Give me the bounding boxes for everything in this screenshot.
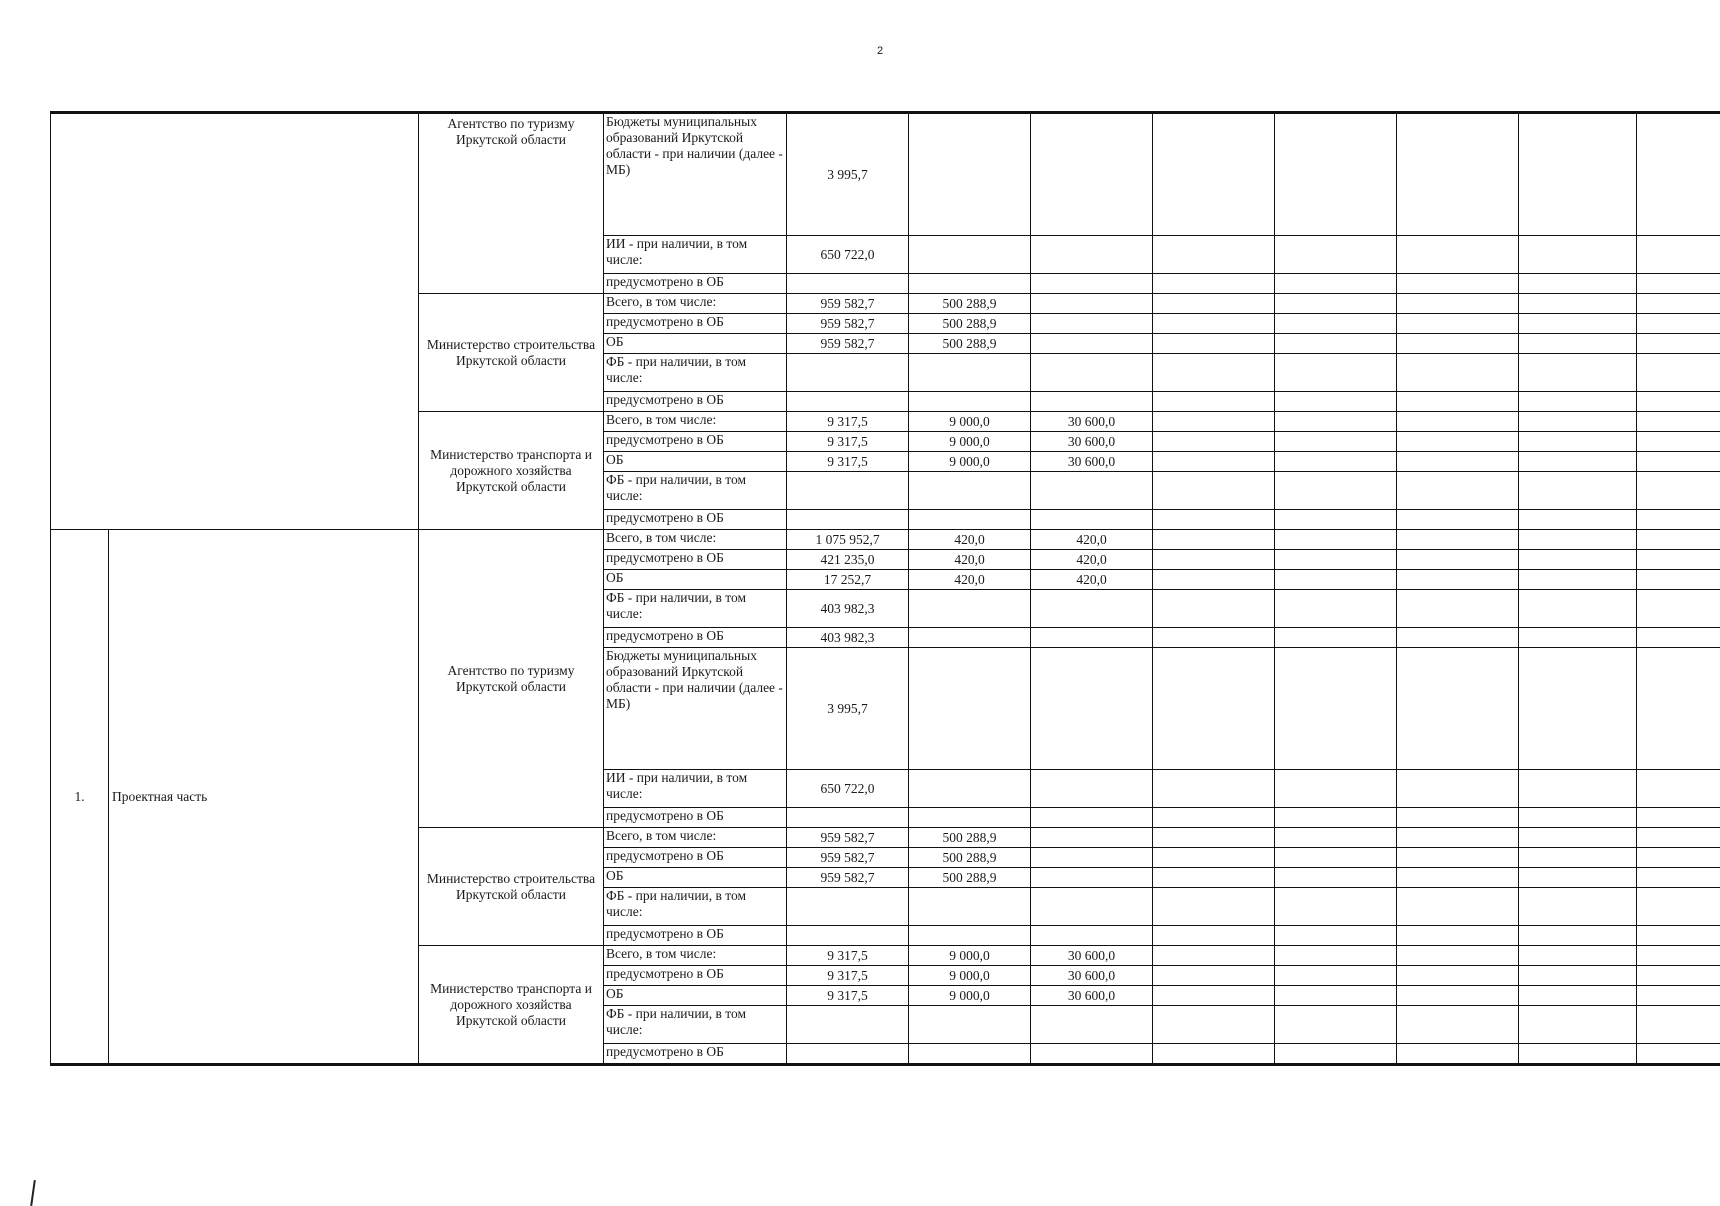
value-cell	[1397, 294, 1519, 314]
value-cell	[909, 1006, 1031, 1044]
value-cell	[1153, 770, 1275, 808]
value-cell	[1519, 888, 1637, 926]
value-cell	[1637, 966, 1720, 986]
funding-source-cell: предусмотрено в ОБ	[604, 848, 787, 868]
funding-source-cell: ФБ - при наличии, в том числе:	[604, 888, 787, 926]
funding-source-cell: предусмотрено в ОБ	[604, 628, 787, 648]
value-cell	[1153, 334, 1275, 354]
value-cell	[1519, 510, 1637, 530]
value-cell	[1637, 926, 1720, 946]
value-cell	[1397, 530, 1519, 550]
value-cell	[909, 808, 1031, 828]
value-cell	[787, 808, 909, 828]
value-cell: 403 982,3	[787, 628, 909, 648]
value-cell	[1153, 590, 1275, 628]
value-cell	[1519, 294, 1637, 314]
value-cell	[787, 1006, 909, 1044]
value-cell	[1397, 1006, 1519, 1044]
value-cell	[1397, 888, 1519, 926]
value-cell	[1637, 648, 1720, 770]
value-cell	[1153, 868, 1275, 888]
value-cell	[1153, 946, 1275, 966]
value-cell	[1637, 530, 1720, 550]
value-cell	[1519, 530, 1637, 550]
value-cell	[1519, 274, 1637, 294]
funding-source-cell: предусмотрено в ОБ	[604, 314, 787, 334]
value-cell	[1153, 628, 1275, 648]
value-cell	[1519, 314, 1637, 334]
value-cell	[1031, 888, 1153, 926]
table-row	[51, 530, 1720, 550]
value-cell	[1275, 946, 1397, 966]
funding-source-cell: ОБ	[604, 868, 787, 888]
value-cell: 9 000,0	[909, 986, 1031, 1006]
value-cell	[1275, 294, 1397, 314]
value-cell	[1637, 828, 1720, 848]
value-cell	[909, 236, 1031, 274]
value-cell	[1275, 868, 1397, 888]
value-cell	[1153, 314, 1275, 334]
funding-source-cell: ОБ	[604, 570, 787, 590]
value-cell: 959 582,7	[787, 294, 909, 314]
value-cell	[1519, 648, 1637, 770]
funding-source-cell: Всего, в том числе:	[604, 946, 787, 966]
value-cell	[1397, 946, 1519, 966]
value-cell	[1275, 570, 1397, 590]
value-cell: 420,0	[909, 530, 1031, 550]
value-cell	[1153, 294, 1275, 314]
value-cell	[1397, 1044, 1519, 1065]
value-cell: 500 288,9	[909, 848, 1031, 868]
value-cell	[1153, 828, 1275, 848]
funding-source-cell: предусмотрено в ОБ	[604, 926, 787, 946]
value-cell	[1153, 510, 1275, 530]
value-cell	[1637, 946, 1720, 966]
value-cell	[1519, 550, 1637, 570]
agency-cell: Министерство строительства Иркутской области	[419, 294, 604, 412]
value-cell	[1637, 590, 1720, 628]
funding-source-cell: предусмотрено в ОБ	[604, 1044, 787, 1065]
value-cell	[909, 648, 1031, 770]
value-cell: 9 000,0	[909, 412, 1031, 432]
value-cell	[1275, 986, 1397, 1006]
value-cell	[1637, 334, 1720, 354]
value-cell	[1275, 590, 1397, 628]
value-cell: 420,0	[1031, 570, 1153, 590]
value-cell: 9 317,5	[787, 946, 909, 966]
value-cell	[1519, 808, 1637, 828]
value-cell: 17 252,7	[787, 570, 909, 590]
funding-source-cell: предусмотрено в ОБ	[604, 392, 787, 412]
value-cell	[909, 888, 1031, 926]
value-cell	[1519, 966, 1637, 986]
funding-source-cell: ОБ	[604, 986, 787, 1006]
value-cell	[1637, 888, 1720, 926]
value-cell	[1519, 926, 1637, 946]
value-cell: 959 582,7	[787, 848, 909, 868]
value-cell	[1397, 550, 1519, 570]
value-cell	[1397, 628, 1519, 648]
value-cell	[909, 510, 1031, 530]
value-cell	[1637, 628, 1720, 648]
value-cell	[1275, 452, 1397, 472]
value-cell	[1275, 1006, 1397, 1044]
agency-cell: Министерство строительства Иркутской области	[419, 828, 604, 946]
value-cell	[1397, 113, 1519, 236]
value-cell	[1637, 236, 1720, 274]
value-cell	[787, 926, 909, 946]
value-cell	[1397, 432, 1519, 452]
value-cell	[1153, 472, 1275, 510]
value-cell	[1275, 828, 1397, 848]
funding-source-cell: Всего, в том числе:	[604, 294, 787, 314]
funding-source-cell: ОБ	[604, 452, 787, 472]
value-cell	[1519, 412, 1637, 432]
value-cell	[1397, 392, 1519, 412]
value-cell	[1397, 770, 1519, 808]
value-cell	[909, 590, 1031, 628]
value-cell	[909, 113, 1031, 236]
value-cell	[1519, 1006, 1637, 1044]
value-cell	[787, 510, 909, 530]
value-cell	[1031, 926, 1153, 946]
value-cell	[1637, 868, 1720, 888]
value-cell: 500 288,9	[909, 314, 1031, 334]
value-cell	[1031, 1044, 1153, 1065]
value-cell	[1637, 392, 1720, 412]
value-cell	[1397, 236, 1519, 274]
value-cell	[1397, 848, 1519, 868]
value-cell	[1153, 432, 1275, 452]
value-cell	[1397, 808, 1519, 828]
funding-source-cell: ФБ - при наличии, в том числе:	[604, 1006, 787, 1044]
value-cell	[1519, 334, 1637, 354]
value-cell	[1275, 510, 1397, 530]
value-cell	[1031, 770, 1153, 808]
value-cell	[1397, 314, 1519, 334]
value-cell: 3 995,7	[787, 648, 909, 770]
value-cell	[1637, 113, 1720, 236]
value-cell	[1637, 848, 1720, 868]
value-cell	[1637, 986, 1720, 1006]
value-cell	[1275, 274, 1397, 294]
value-cell	[1031, 354, 1153, 392]
value-cell	[1519, 236, 1637, 274]
value-cell	[1275, 113, 1397, 236]
value-cell	[1275, 314, 1397, 334]
value-cell: 959 582,7	[787, 868, 909, 888]
value-cell	[1637, 432, 1720, 452]
value-cell: 9 317,5	[787, 452, 909, 472]
value-cell	[1153, 986, 1275, 1006]
value-cell	[1637, 294, 1720, 314]
value-cell	[1031, 510, 1153, 530]
value-cell	[1275, 648, 1397, 770]
value-cell	[1275, 628, 1397, 648]
value-cell	[1519, 452, 1637, 472]
value-cell	[909, 472, 1031, 510]
value-cell	[1519, 828, 1637, 848]
value-cell	[1275, 334, 1397, 354]
value-cell	[1637, 354, 1720, 392]
value-cell	[1153, 648, 1275, 770]
value-cell	[1637, 550, 1720, 570]
value-cell: 9 000,0	[909, 432, 1031, 452]
value-cell	[787, 274, 909, 294]
value-cell	[1397, 412, 1519, 432]
value-cell	[1637, 1044, 1720, 1065]
value-cell	[1153, 808, 1275, 828]
value-cell	[1031, 628, 1153, 648]
value-cell: 30 600,0	[1031, 432, 1153, 452]
value-cell: 9 000,0	[909, 966, 1031, 986]
value-cell	[1275, 472, 1397, 510]
value-cell	[1275, 926, 1397, 946]
item-index-cell: 1.	[51, 530, 109, 1065]
table-row	[51, 113, 1720, 236]
value-cell	[787, 472, 909, 510]
margin-mark	[30, 1180, 36, 1206]
funding-source-cell: Всего, в том числе:	[604, 412, 787, 432]
value-cell	[1519, 848, 1637, 868]
value-cell: 500 288,9	[909, 868, 1031, 888]
value-cell	[1031, 392, 1153, 412]
value-cell	[909, 354, 1031, 392]
value-cell	[1275, 550, 1397, 570]
item-name-cell: Проектная часть	[109, 530, 419, 1065]
funding-source-cell: предусмотрено в ОБ	[604, 432, 787, 452]
value-cell	[1519, 570, 1637, 590]
value-cell	[1153, 412, 1275, 432]
funding-source-cell: ИИ - при наличии, в том числе:	[604, 770, 787, 808]
value-cell	[1397, 452, 1519, 472]
value-cell	[1275, 354, 1397, 392]
funding-source-cell: ФБ - при наличии, в том числе:	[604, 472, 787, 510]
value-cell: 30 600,0	[1031, 946, 1153, 966]
value-cell	[1397, 868, 1519, 888]
value-cell	[787, 888, 909, 926]
value-cell	[1397, 648, 1519, 770]
value-cell	[909, 770, 1031, 808]
value-cell: 30 600,0	[1031, 452, 1153, 472]
value-cell	[1637, 314, 1720, 334]
value-cell: 403 982,3	[787, 590, 909, 628]
value-cell	[1519, 1044, 1637, 1065]
value-cell	[1153, 1044, 1275, 1065]
value-cell	[1275, 236, 1397, 274]
value-cell	[1275, 888, 1397, 926]
value-cell	[1153, 392, 1275, 412]
value-cell	[1275, 808, 1397, 828]
value-cell: 30 600,0	[1031, 966, 1153, 986]
funding-source-cell: Бюджеты муниципальных образований Иркутской области - при наличии (далее - МБ)	[604, 648, 787, 770]
funding-source-cell: Всего, в том числе:	[604, 530, 787, 550]
budget-table-body	[51, 113, 1720, 1065]
value-cell	[1397, 590, 1519, 628]
value-cell	[1637, 570, 1720, 590]
funding-source-cell: предусмотрено в ОБ	[604, 808, 787, 828]
funding-source-cell: ФБ - при наличии, в том числе:	[604, 354, 787, 392]
value-cell	[1153, 113, 1275, 236]
value-cell	[1637, 452, 1720, 472]
value-cell	[1519, 770, 1637, 808]
value-cell	[1637, 770, 1720, 808]
funding-source-cell: предусмотрено в ОБ	[604, 510, 787, 530]
value-cell	[1519, 113, 1637, 236]
value-cell	[1275, 432, 1397, 452]
value-cell	[1397, 510, 1519, 530]
value-cell	[1153, 888, 1275, 926]
value-cell: 9 000,0	[909, 946, 1031, 966]
value-cell	[909, 392, 1031, 412]
value-cell	[1275, 848, 1397, 868]
value-cell	[1031, 1006, 1153, 1044]
value-cell	[1153, 550, 1275, 570]
value-cell	[1275, 530, 1397, 550]
value-cell: 420,0	[909, 570, 1031, 590]
value-cell	[1031, 334, 1153, 354]
funding-source-cell: Всего, в том числе:	[604, 828, 787, 848]
value-cell	[1153, 452, 1275, 472]
value-cell	[1519, 354, 1637, 392]
value-cell: 9 000,0	[909, 452, 1031, 472]
value-cell	[1031, 472, 1153, 510]
value-cell: 30 600,0	[1031, 986, 1153, 1006]
value-cell	[1153, 966, 1275, 986]
value-cell: 3 995,7	[787, 113, 909, 236]
budget-table	[50, 111, 1720, 1066]
value-cell	[1397, 354, 1519, 392]
value-cell	[1031, 648, 1153, 770]
value-cell	[1153, 236, 1275, 274]
value-cell	[1519, 868, 1637, 888]
value-cell	[1275, 1044, 1397, 1065]
value-cell	[1519, 392, 1637, 412]
value-cell: 421 235,0	[787, 550, 909, 570]
value-cell: 9 317,5	[787, 986, 909, 1006]
funding-source-cell: ФБ - при наличии, в том числе:	[604, 590, 787, 628]
value-cell	[1275, 770, 1397, 808]
funding-source-cell: ИИ - при наличии, в том числе:	[604, 236, 787, 274]
value-cell	[1519, 946, 1637, 966]
value-cell	[909, 274, 1031, 294]
value-cell	[1031, 868, 1153, 888]
funding-source-cell: ОБ	[604, 334, 787, 354]
value-cell	[1153, 848, 1275, 868]
value-cell	[1637, 472, 1720, 510]
value-cell	[1397, 926, 1519, 946]
funding-source-cell: Бюджеты муниципальных образований Иркутской области - при наличии (далее - МБ)	[604, 113, 787, 236]
value-cell	[909, 926, 1031, 946]
value-cell	[1153, 1006, 1275, 1044]
page-number: 2	[0, 45, 1720, 57]
value-cell	[1031, 274, 1153, 294]
value-cell	[1397, 274, 1519, 294]
value-cell	[787, 1044, 909, 1065]
value-cell	[1519, 432, 1637, 452]
funding-source-cell: предусмотрено в ОБ	[604, 274, 787, 294]
value-cell	[1031, 314, 1153, 334]
value-cell	[1637, 274, 1720, 294]
value-cell: 500 288,9	[909, 828, 1031, 848]
value-cell	[1519, 986, 1637, 1006]
value-cell: 959 582,7	[787, 334, 909, 354]
value-cell: 420,0	[1031, 550, 1153, 570]
agency-cell: Министерство транспорта и дорожного хозяйства Иркутской области	[419, 946, 604, 1065]
value-cell: 500 288,9	[909, 334, 1031, 354]
value-cell: 1 075 952,7	[787, 530, 909, 550]
value-cell	[1153, 570, 1275, 590]
value-cell	[1637, 510, 1720, 530]
continued-cell	[51, 113, 419, 530]
value-cell	[1031, 294, 1153, 314]
value-cell	[1031, 808, 1153, 828]
value-cell	[787, 354, 909, 392]
funding-source-cell: предусмотрено в ОБ	[604, 966, 787, 986]
value-cell: 959 582,7	[787, 314, 909, 334]
value-cell	[1397, 966, 1519, 986]
value-cell: 650 722,0	[787, 770, 909, 808]
value-cell	[1519, 472, 1637, 510]
value-cell	[1031, 590, 1153, 628]
value-cell	[1153, 530, 1275, 550]
value-cell: 420,0	[1031, 530, 1153, 550]
value-cell	[1031, 113, 1153, 236]
value-cell	[1637, 808, 1720, 828]
value-cell	[1031, 848, 1153, 868]
value-cell	[1153, 926, 1275, 946]
value-cell	[1153, 274, 1275, 294]
value-cell: 9 317,5	[787, 412, 909, 432]
value-cell: 420,0	[909, 550, 1031, 570]
value-cell: 500 288,9	[909, 294, 1031, 314]
value-cell	[1397, 472, 1519, 510]
value-cell: 650 722,0	[787, 236, 909, 274]
agency-cell: Агентство по туризму Иркутской области	[419, 113, 604, 294]
agency-cell: Агентство по туризму Иркутской области	[419, 530, 604, 828]
value-cell	[1275, 966, 1397, 986]
value-cell	[1153, 354, 1275, 392]
value-cell	[1275, 392, 1397, 412]
value-cell: 959 582,7	[787, 828, 909, 848]
value-cell	[787, 392, 909, 412]
value-cell	[1637, 1006, 1720, 1044]
value-cell	[1519, 590, 1637, 628]
value-cell	[1031, 236, 1153, 274]
value-cell	[1637, 412, 1720, 432]
value-cell	[1031, 828, 1153, 848]
value-cell	[1275, 412, 1397, 432]
value-cell	[909, 628, 1031, 648]
funding-source-cell: предусмотрено в ОБ	[604, 550, 787, 570]
value-cell	[1397, 828, 1519, 848]
value-cell	[1397, 334, 1519, 354]
value-cell: 30 600,0	[1031, 412, 1153, 432]
value-cell	[1397, 986, 1519, 1006]
value-cell: 9 317,5	[787, 432, 909, 452]
value-cell	[909, 1044, 1031, 1065]
value-cell	[1397, 570, 1519, 590]
value-cell: 9 317,5	[787, 966, 909, 986]
value-cell	[1519, 628, 1637, 648]
agency-cell: Министерство транспорта и дорожного хозяйства Иркутской области	[419, 412, 604, 530]
